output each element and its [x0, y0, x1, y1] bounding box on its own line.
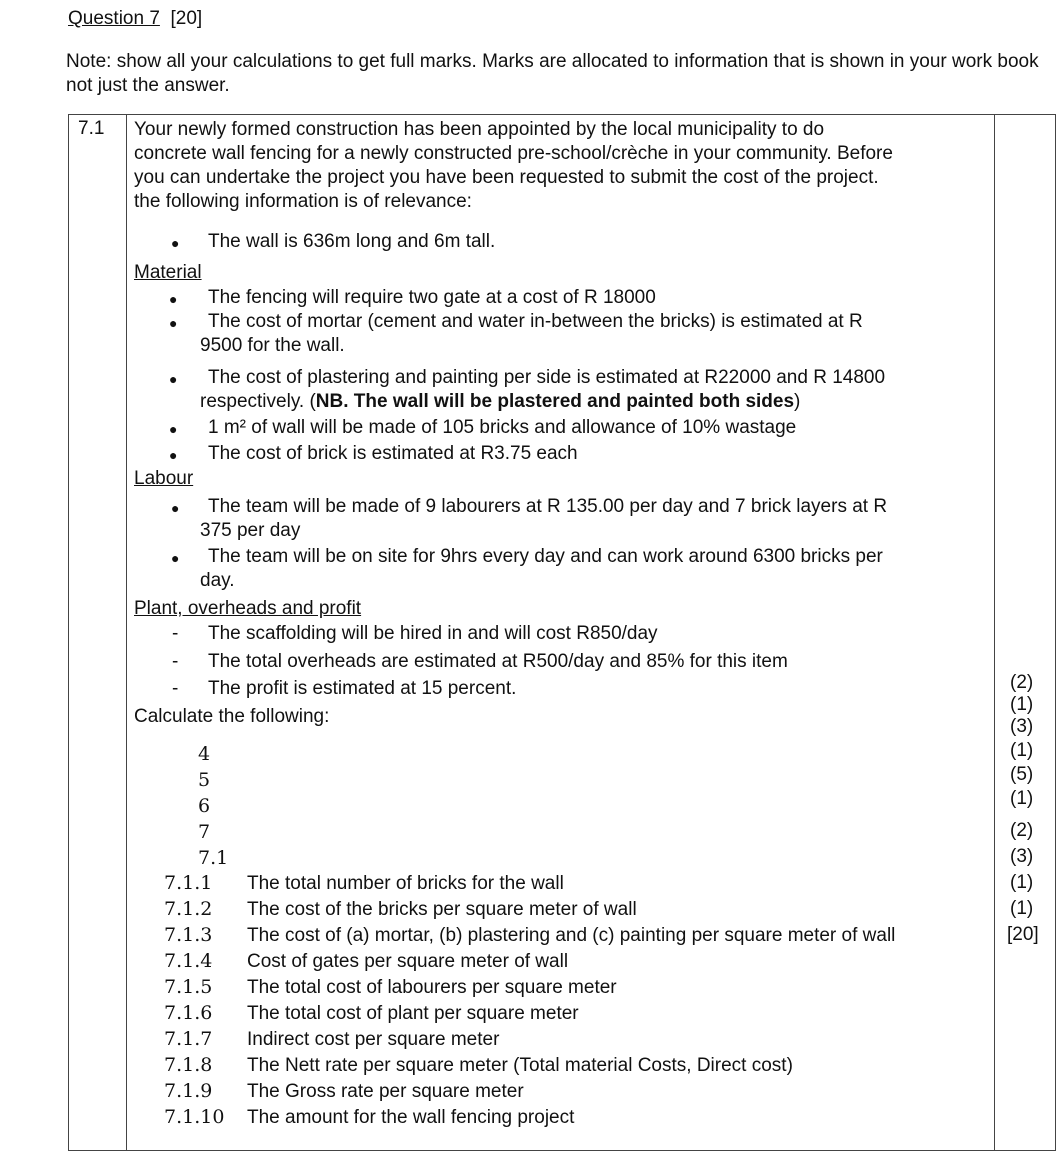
material-mortar-line-2: 9500 for the wall.: [200, 335, 345, 356]
item-text: Indirect cost per square meter: [247, 1029, 500, 1050]
mark-value: (2): [1010, 672, 1034, 693]
mark-value: (1): [1010, 872, 1034, 893]
stray-number: 6: [198, 795, 211, 817]
item-number: 7.1.6: [164, 1002, 213, 1024]
item-number: 7.1.10: [164, 1106, 225, 1128]
plastering-note-bold: NB. The wall will be plastered and painted both sides: [315, 391, 795, 412]
item-text: Cost of gates per square meter of wall: [247, 951, 569, 972]
mark-value: (3): [1010, 846, 1034, 867]
bullet-icon: ●: [171, 500, 180, 516]
item-text: The cost of (a) mortar, (b) plastering and (c) painting per square meter of wall: [247, 925, 896, 946]
item-number: 7.1.3: [164, 924, 213, 946]
mark-value: (1): [1010, 740, 1034, 761]
plastering-text: respectively. (: [200, 391, 316, 412]
bullet-icon: ●: [171, 235, 180, 251]
bullet-icon: ●: [169, 315, 178, 331]
material-plastering-line-2: [200, 390, 800, 414]
material-mortar-line-1: The cost of mortar (cement and water in-between the bricks) is estimated at R: [208, 311, 863, 332]
plant-scaffolding: The scaffolding will be hired in and will cost R850/day: [208, 623, 658, 644]
labour-team-line-2: 375 per day: [200, 520, 301, 541]
plant-overheads: The total overheads are estimated at R500/day and 85% for this item: [208, 651, 788, 672]
item-text: The total cost of labourers per square meter: [247, 977, 617, 998]
item-number: 7.1.5: [164, 976, 213, 998]
material-plastering-line-1: The cost of plastering and painting per side is estimated at R22000 and R 14800: [208, 367, 886, 388]
intro-line-3: you can undertake the project you have been requested to submit the cost of the project.: [134, 167, 879, 188]
mark-value: (2): [1010, 820, 1034, 841]
item-number: 7.1.1: [164, 872, 213, 894]
item-number: 7.1.9: [164, 1080, 213, 1102]
material-bricks-per-m2: 1 m² of wall will be made of 105 bricks and allowance of 10% wastage: [208, 417, 797, 438]
mark-value: (1): [1010, 898, 1034, 919]
labour-site-line-2: day.: [200, 570, 235, 591]
labour-team-line-1: The team will be made of 9 labourers at R 135.00 per day and 7 brick layers at R: [208, 496, 888, 517]
mark-value: (1): [1010, 694, 1034, 715]
item-number: 7.1.4: [164, 950, 213, 972]
calculate-label: Calculate the following:: [134, 706, 330, 727]
instructions-note: Note: show all your calculations to get full marks. Marks are allocated to information that is shown in your work book not just the answer.: [66, 51, 1039, 96]
bullet-icon: ●: [169, 291, 178, 307]
labour-site-line-1: The team will be on site for 9hrs every day and can work around 6300 bricks per: [208, 546, 883, 567]
question-title: Question 7: [68, 8, 160, 29]
bullet-icon: ●: [169, 421, 178, 437]
material-brick-cost: The cost of brick is estimated at R3.75 each: [208, 443, 578, 464]
item-text: The total cost of plant per square meter: [247, 1003, 579, 1024]
item-text: The Nett rate per square meter (Total material Costs, Direct cost): [247, 1055, 793, 1076]
item-text: The cost of the bricks per square meter of wall: [247, 899, 637, 920]
plant-profit: The profit is estimated at 15 percent.: [208, 678, 517, 699]
mark-total: [20]: [1007, 924, 1039, 945]
table-divider-marks: [994, 114, 995, 1151]
plant-heading: Plant, overheads and profit: [134, 598, 362, 619]
bullet-icon: ●: [169, 371, 178, 387]
mark-value: (1): [1010, 788, 1034, 809]
stray-number: 5: [198, 769, 211, 791]
material-gates: The fencing will require two gate at a cost of R 18000: [208, 287, 656, 308]
mark-value: (5): [1010, 764, 1034, 785]
stray-number: 4: [198, 743, 211, 765]
dash-icon: -: [172, 651, 179, 672]
stray-number: 7.1: [198, 847, 229, 869]
stray-number: 7: [198, 821, 211, 843]
dash-icon: -: [172, 678, 179, 699]
question-heading: [68, 8, 202, 30]
item-text: The amount for the wall fencing project: [247, 1107, 575, 1128]
wall-dimensions: The wall is 636m long and 6m tall.: [208, 231, 496, 252]
intro-line-2: concrete wall fencing for a newly constructed pre-school/crèche in your community. Before: [134, 143, 893, 164]
material-heading: Material: [134, 262, 202, 283]
item-text: The total number of bricks for the wall: [247, 873, 564, 894]
question-number: 7.1: [78, 118, 105, 139]
labour-heading: Labour: [134, 468, 194, 489]
dash-icon: -: [172, 623, 179, 644]
intro-line-4: the following information is of relevance:: [134, 191, 472, 212]
bullet-icon: ●: [171, 550, 180, 566]
mark-value: (3): [1010, 716, 1034, 737]
intro-line-1: Your newly formed construction has been appointed by the local municipality to do: [134, 119, 825, 140]
item-number: 7.1.7: [164, 1028, 213, 1050]
item-text: The Gross rate per square meter: [247, 1081, 524, 1102]
item-number: 7.1.8: [164, 1054, 213, 1076]
bullet-icon: ●: [169, 447, 178, 463]
table-divider-number: [126, 114, 127, 1151]
question-total-marks: [20]: [170, 8, 203, 29]
item-number: 7.1.2: [164, 898, 213, 920]
plastering-close-paren: ): [794, 391, 801, 412]
